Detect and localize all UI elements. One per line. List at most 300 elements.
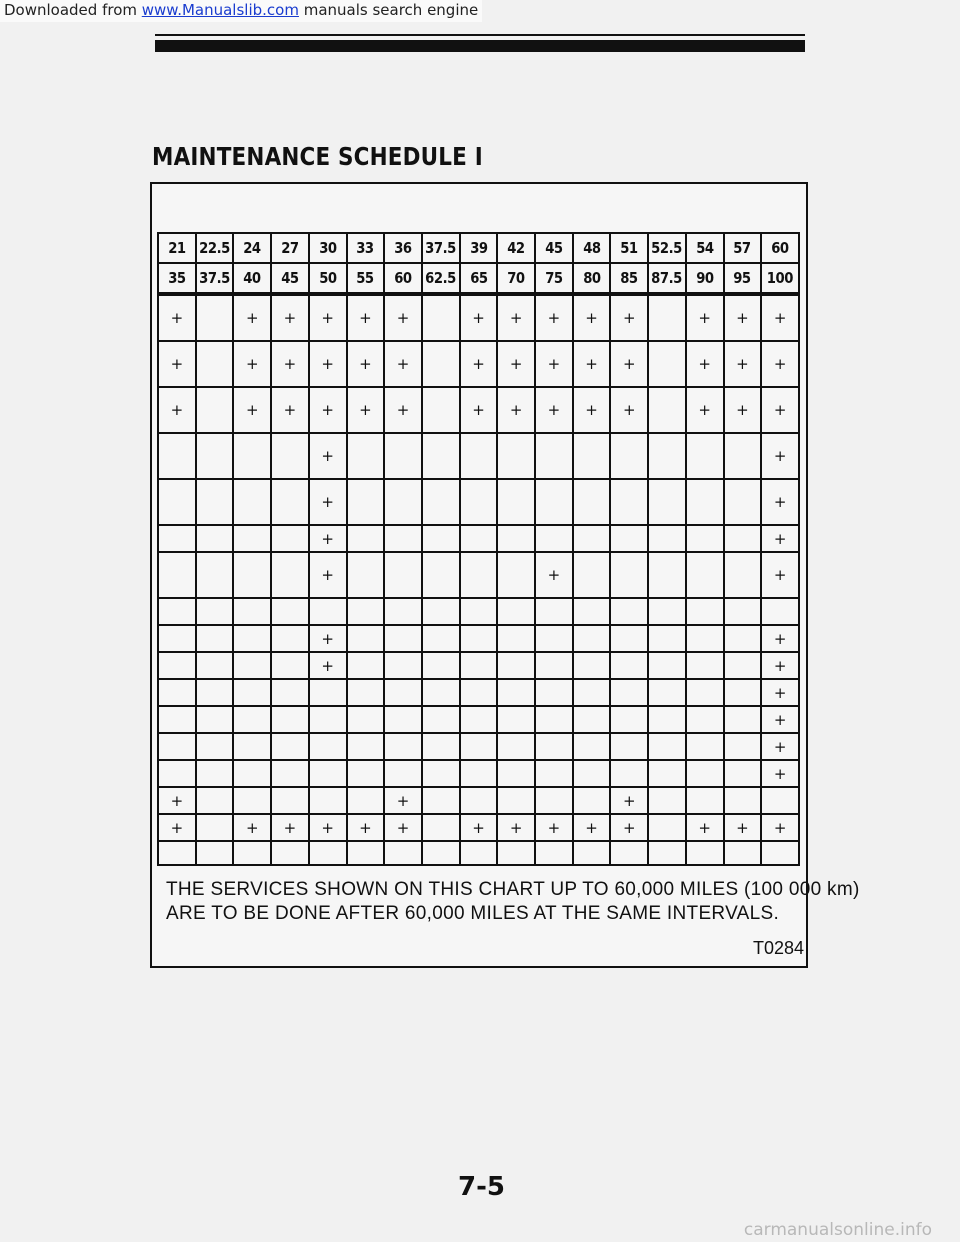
- miles-header-cell: [535, 233, 573, 263]
- service-cell: [233, 479, 271, 525]
- km-header-cell: [384, 263, 422, 294]
- service-cell: [535, 525, 573, 552]
- service-cell: +: [309, 814, 347, 841]
- service-cell: [724, 433, 762, 479]
- service-cell: [271, 733, 309, 760]
- service-cell: [384, 552, 422, 598]
- km-value: 90: [695, 269, 714, 287]
- service-cell: [724, 760, 762, 787]
- service-cell: [196, 341, 234, 387]
- service-cell: [196, 787, 234, 814]
- maintenance-schedule-table: [157, 232, 800, 866]
- service-cell: [535, 841, 573, 865]
- service-cell: [347, 760, 385, 787]
- km-header-cell: [422, 263, 460, 294]
- service-cell: +: [233, 814, 271, 841]
- service-cell: +: [573, 387, 611, 433]
- service-cell: [422, 787, 460, 814]
- service-cell: +: [460, 387, 498, 433]
- service-cell: [686, 841, 724, 865]
- service-cell: +: [497, 294, 535, 341]
- service-cell: [347, 787, 385, 814]
- service-cell: [573, 733, 611, 760]
- km-value: 100: [767, 269, 794, 287]
- service-cell: [686, 552, 724, 598]
- service-cell: +: [460, 814, 498, 841]
- km-value: 95: [733, 269, 752, 287]
- service-cell: [573, 479, 611, 525]
- service-cell: [158, 733, 196, 760]
- figure-code: T0284: [752, 938, 804, 958]
- service-cell: [573, 652, 611, 679]
- service-cell: [648, 479, 686, 525]
- service-cell: +: [384, 341, 422, 387]
- service-cell: [233, 625, 271, 652]
- service-cell: +: [761, 341, 799, 387]
- service-cell: [648, 760, 686, 787]
- service-cell: [460, 760, 498, 787]
- service-cell: [724, 841, 762, 865]
- service-cell: [271, 552, 309, 598]
- service-cell: [309, 787, 347, 814]
- service-cell: [535, 479, 573, 525]
- service-cell: [573, 433, 611, 479]
- service-cell: +: [347, 341, 385, 387]
- service-cell: [158, 760, 196, 787]
- miles-value: 33: [356, 239, 375, 257]
- service-cell: +: [686, 814, 724, 841]
- service-row: [158, 341, 799, 387]
- km-header-cell: [648, 263, 686, 294]
- miles-header-cell: [761, 233, 799, 263]
- service-cell: [422, 479, 460, 525]
- service-row: [158, 525, 799, 552]
- service-cell: +: [497, 814, 535, 841]
- top-rule: [155, 40, 805, 52]
- service-cell: [196, 387, 234, 433]
- service-cell: [535, 706, 573, 733]
- km-value: 85: [620, 269, 639, 287]
- service-cell: +: [309, 341, 347, 387]
- service-cell: [573, 841, 611, 865]
- service-cell: +: [610, 341, 648, 387]
- service-cell: [422, 387, 460, 433]
- service-cell: +: [761, 679, 799, 706]
- service-cell: +: [573, 341, 611, 387]
- km-value: 45: [281, 269, 299, 287]
- service-cell: [422, 552, 460, 598]
- km-header-cell: [309, 263, 347, 294]
- service-cell: [648, 841, 686, 865]
- service-row: [158, 760, 799, 787]
- service-cell: +: [535, 814, 573, 841]
- service-cell: [724, 625, 762, 652]
- service-cell: [497, 652, 535, 679]
- service-row: [158, 787, 799, 814]
- service-row: [158, 706, 799, 733]
- service-row: [158, 814, 799, 841]
- service-cell: [686, 525, 724, 552]
- service-cell: [573, 625, 611, 652]
- service-cell: [196, 625, 234, 652]
- service-cell: [347, 525, 385, 552]
- service-cell: [686, 433, 724, 479]
- service-cell: [724, 733, 762, 760]
- service-cell: +: [460, 341, 498, 387]
- service-cell: +: [724, 341, 762, 387]
- km-value: 87.5: [651, 269, 683, 287]
- service-cell: [648, 706, 686, 733]
- service-cell: [233, 679, 271, 706]
- service-cell: [233, 706, 271, 733]
- service-cell: [535, 652, 573, 679]
- service-cell: [347, 706, 385, 733]
- km-header-row: [158, 263, 799, 294]
- service-cell: [460, 525, 498, 552]
- service-cell: [460, 679, 498, 706]
- service-cell: [610, 625, 648, 652]
- service-cell: [384, 841, 422, 865]
- service-cell: +: [497, 387, 535, 433]
- service-cell: +: [271, 341, 309, 387]
- km-header-cell: [610, 263, 648, 294]
- service-cell: [610, 679, 648, 706]
- service-cell: [497, 760, 535, 787]
- service-cell: +: [309, 479, 347, 525]
- km-value: 60: [394, 269, 412, 287]
- km-header-cell: [497, 263, 535, 294]
- service-cell: [384, 760, 422, 787]
- service-cell: [158, 479, 196, 525]
- service-cell: [724, 479, 762, 525]
- service-cell: [158, 679, 196, 706]
- service-cell: [422, 814, 460, 841]
- service-cell: +: [686, 387, 724, 433]
- service-cell: [384, 733, 422, 760]
- km-header-cell: [686, 263, 724, 294]
- service-cell: [196, 706, 234, 733]
- service-cell: [648, 733, 686, 760]
- service-cell: [158, 433, 196, 479]
- service-cell: [309, 841, 347, 865]
- service-cell: [271, 598, 309, 625]
- km-value: 65: [469, 269, 488, 287]
- service-cell: [347, 733, 385, 760]
- service-cell: [422, 733, 460, 760]
- service-cell: [196, 294, 234, 341]
- service-cell: [686, 625, 724, 652]
- service-cell: +: [761, 733, 799, 760]
- watermark-prefix: Downloaded from: [4, 1, 142, 19]
- service-cell: [158, 625, 196, 652]
- service-cell: [422, 525, 460, 552]
- service-cell: +: [610, 294, 648, 341]
- km-header-cell: [271, 263, 309, 294]
- service-cell: [460, 433, 498, 479]
- service-cell: [309, 760, 347, 787]
- service-row: [158, 841, 799, 865]
- note-line-1: THE SERVICES SHOWN ON THIS CHART UP TO 60,000 MILES (100 000 km): [166, 879, 860, 900]
- service-cell: [309, 706, 347, 733]
- service-cell: [535, 433, 573, 479]
- service-cell: +: [347, 294, 385, 341]
- service-cell: [573, 598, 611, 625]
- service-cell: [233, 787, 271, 814]
- service-cell: [271, 479, 309, 525]
- top-rule-thin: [155, 34, 805, 36]
- service-cell: [573, 787, 611, 814]
- service-cell: [347, 598, 385, 625]
- service-cell: +: [535, 552, 573, 598]
- service-cell: [761, 841, 799, 865]
- km-header-cell: [347, 263, 385, 294]
- service-cell: [686, 679, 724, 706]
- service-cell: [610, 525, 648, 552]
- km-header-cell: [761, 263, 799, 294]
- service-cell: +: [233, 341, 271, 387]
- service-cell: [384, 679, 422, 706]
- service-cell: [610, 433, 648, 479]
- service-cell: +: [761, 652, 799, 679]
- service-cell: [497, 598, 535, 625]
- service-cell: [158, 525, 196, 552]
- service-cell: [233, 733, 271, 760]
- service-cell: [309, 598, 347, 625]
- miles-header-cell: [384, 233, 422, 263]
- service-cell: [271, 787, 309, 814]
- service-cell: +: [761, 706, 799, 733]
- km-value: 70: [507, 269, 525, 287]
- service-cell: [422, 652, 460, 679]
- service-cell: [648, 679, 686, 706]
- service-cell: [422, 433, 460, 479]
- service-cell: [196, 679, 234, 706]
- service-cell: [648, 525, 686, 552]
- service-cell: [724, 525, 762, 552]
- service-cell: +: [158, 814, 196, 841]
- service-cell: +: [761, 479, 799, 525]
- service-cell: [347, 625, 385, 652]
- service-cell: [724, 787, 762, 814]
- km-value: 75: [545, 269, 563, 287]
- service-cell: +: [686, 294, 724, 341]
- service-cell: [686, 598, 724, 625]
- download-watermark: [0, 0, 482, 22]
- miles-header-cell: [686, 233, 724, 263]
- service-cell: [271, 652, 309, 679]
- miles-header-cell: [648, 233, 686, 263]
- watermark-suffix: manuals search engine: [298, 1, 479, 19]
- miles-header-cell: [573, 233, 611, 263]
- service-cell: +: [309, 294, 347, 341]
- service-cell: +: [724, 814, 762, 841]
- service-cell: +: [233, 387, 271, 433]
- service-cell: [535, 760, 573, 787]
- service-cell: +: [309, 652, 347, 679]
- service-cell: [196, 552, 234, 598]
- service-cell: [347, 552, 385, 598]
- service-cell: [573, 525, 611, 552]
- service-cell: +: [761, 433, 799, 479]
- service-cell: [384, 625, 422, 652]
- service-cell: [610, 841, 648, 865]
- miles-header-cell: [233, 233, 271, 263]
- service-cell: +: [158, 387, 196, 433]
- service-cell: [233, 652, 271, 679]
- miles-value: 37.5: [425, 239, 457, 257]
- service-cell: [384, 706, 422, 733]
- page-number: 7-5: [458, 1172, 505, 1202]
- service-cell: +: [497, 341, 535, 387]
- service-cell: [196, 814, 234, 841]
- service-cell: [610, 760, 648, 787]
- miles-header-cell: [271, 233, 309, 263]
- service-cell: [535, 598, 573, 625]
- service-row: [158, 294, 799, 341]
- service-cell: +: [158, 294, 196, 341]
- service-cell: [497, 479, 535, 525]
- service-row: [158, 625, 799, 652]
- service-cell: [535, 625, 573, 652]
- service-cell: [309, 679, 347, 706]
- service-cell: [347, 479, 385, 525]
- service-row: [158, 552, 799, 598]
- service-cell: [610, 652, 648, 679]
- service-cell: +: [761, 814, 799, 841]
- service-cell: +: [724, 387, 762, 433]
- miles-header-cell: [497, 233, 535, 263]
- miles-value: 36: [394, 239, 412, 257]
- service-cell: [724, 706, 762, 733]
- service-row: [158, 479, 799, 525]
- manualslib-link[interactable]: www.Manualslib.com: [141, 1, 299, 19]
- service-cell: +: [271, 814, 309, 841]
- service-cell: [196, 760, 234, 787]
- service-cell: +: [761, 294, 799, 341]
- service-cell: [233, 841, 271, 865]
- service-cell: +: [535, 294, 573, 341]
- service-cell: [648, 814, 686, 841]
- service-cell: [196, 479, 234, 525]
- km-header-cell: [535, 263, 573, 294]
- service-cell: [573, 760, 611, 787]
- miles-value: 51: [620, 239, 639, 257]
- service-row: [158, 387, 799, 433]
- service-cell: [497, 841, 535, 865]
- service-cell: [610, 552, 648, 598]
- note-line-2: ARE TO BE DONE AFTER 60,000 MILES AT THE SAME INTERVALS.: [166, 903, 780, 924]
- km-value: 50: [318, 269, 337, 287]
- service-cell: [535, 679, 573, 706]
- service-cell: [497, 733, 535, 760]
- service-cell: [196, 652, 234, 679]
- service-cell: [497, 552, 535, 598]
- miles-header-cell: [460, 233, 498, 263]
- service-cell: [158, 598, 196, 625]
- miles-value: 30: [318, 239, 337, 257]
- service-cell: [535, 787, 573, 814]
- miles-value: 54: [695, 239, 714, 257]
- service-cell: [347, 841, 385, 865]
- service-cell: [233, 433, 271, 479]
- service-cell: [460, 841, 498, 865]
- km-header-cell: [158, 263, 196, 294]
- service-cell: [233, 552, 271, 598]
- service-cell: +: [761, 760, 799, 787]
- service-cell: [497, 679, 535, 706]
- service-cell: +: [309, 552, 347, 598]
- service-cell: [648, 787, 686, 814]
- service-cell: [497, 787, 535, 814]
- service-cell: [196, 598, 234, 625]
- service-cell: [648, 625, 686, 652]
- service-cell: +: [384, 787, 422, 814]
- service-cell: [384, 433, 422, 479]
- km-value: 37.5: [199, 269, 230, 287]
- service-cell: +: [610, 814, 648, 841]
- schedule-note: [166, 878, 860, 926]
- service-cell: [686, 787, 724, 814]
- km-header-cell: [196, 263, 234, 294]
- service-cell: [309, 733, 347, 760]
- service-cell: [233, 760, 271, 787]
- miles-value: 48: [582, 239, 601, 257]
- service-cell: [648, 433, 686, 479]
- site-watermark: carmanualsonline.info: [743, 1220, 932, 1240]
- miles-header-row: [158, 233, 799, 263]
- service-cell: +: [347, 387, 385, 433]
- service-cell: +: [610, 787, 648, 814]
- service-cell: [271, 760, 309, 787]
- service-cell: [610, 706, 648, 733]
- service-cell: [648, 294, 686, 341]
- service-cell: [497, 433, 535, 479]
- miles-value: 39: [469, 239, 488, 257]
- service-cell: [535, 733, 573, 760]
- service-cell: +: [573, 294, 611, 341]
- service-cell: [573, 552, 611, 598]
- service-cell: [347, 433, 385, 479]
- km-value: 62.5: [425, 269, 457, 287]
- service-row: [158, 433, 799, 479]
- service-cell: [686, 760, 724, 787]
- page-title: MAINTENANCE SCHEDULE I: [152, 142, 483, 171]
- service-cell: [686, 479, 724, 525]
- service-cell: [460, 625, 498, 652]
- service-cell: +: [761, 387, 799, 433]
- service-cell: +: [309, 625, 347, 652]
- service-cell: [460, 787, 498, 814]
- service-cell: +: [573, 814, 611, 841]
- service-cell: [271, 625, 309, 652]
- service-cell: +: [384, 814, 422, 841]
- service-cell: [686, 733, 724, 760]
- km-value: 35: [168, 269, 186, 287]
- service-cell: [196, 433, 234, 479]
- service-cell: [610, 479, 648, 525]
- service-cell: [648, 652, 686, 679]
- service-cell: [422, 625, 460, 652]
- service-cell: +: [309, 525, 347, 552]
- service-cell: [497, 706, 535, 733]
- miles-header-cell: [309, 233, 347, 263]
- service-cell: [573, 679, 611, 706]
- service-cell: [158, 552, 196, 598]
- service-cell: +: [271, 387, 309, 433]
- km-header-cell: [460, 263, 498, 294]
- service-cell: +: [158, 341, 196, 387]
- service-cell: [196, 733, 234, 760]
